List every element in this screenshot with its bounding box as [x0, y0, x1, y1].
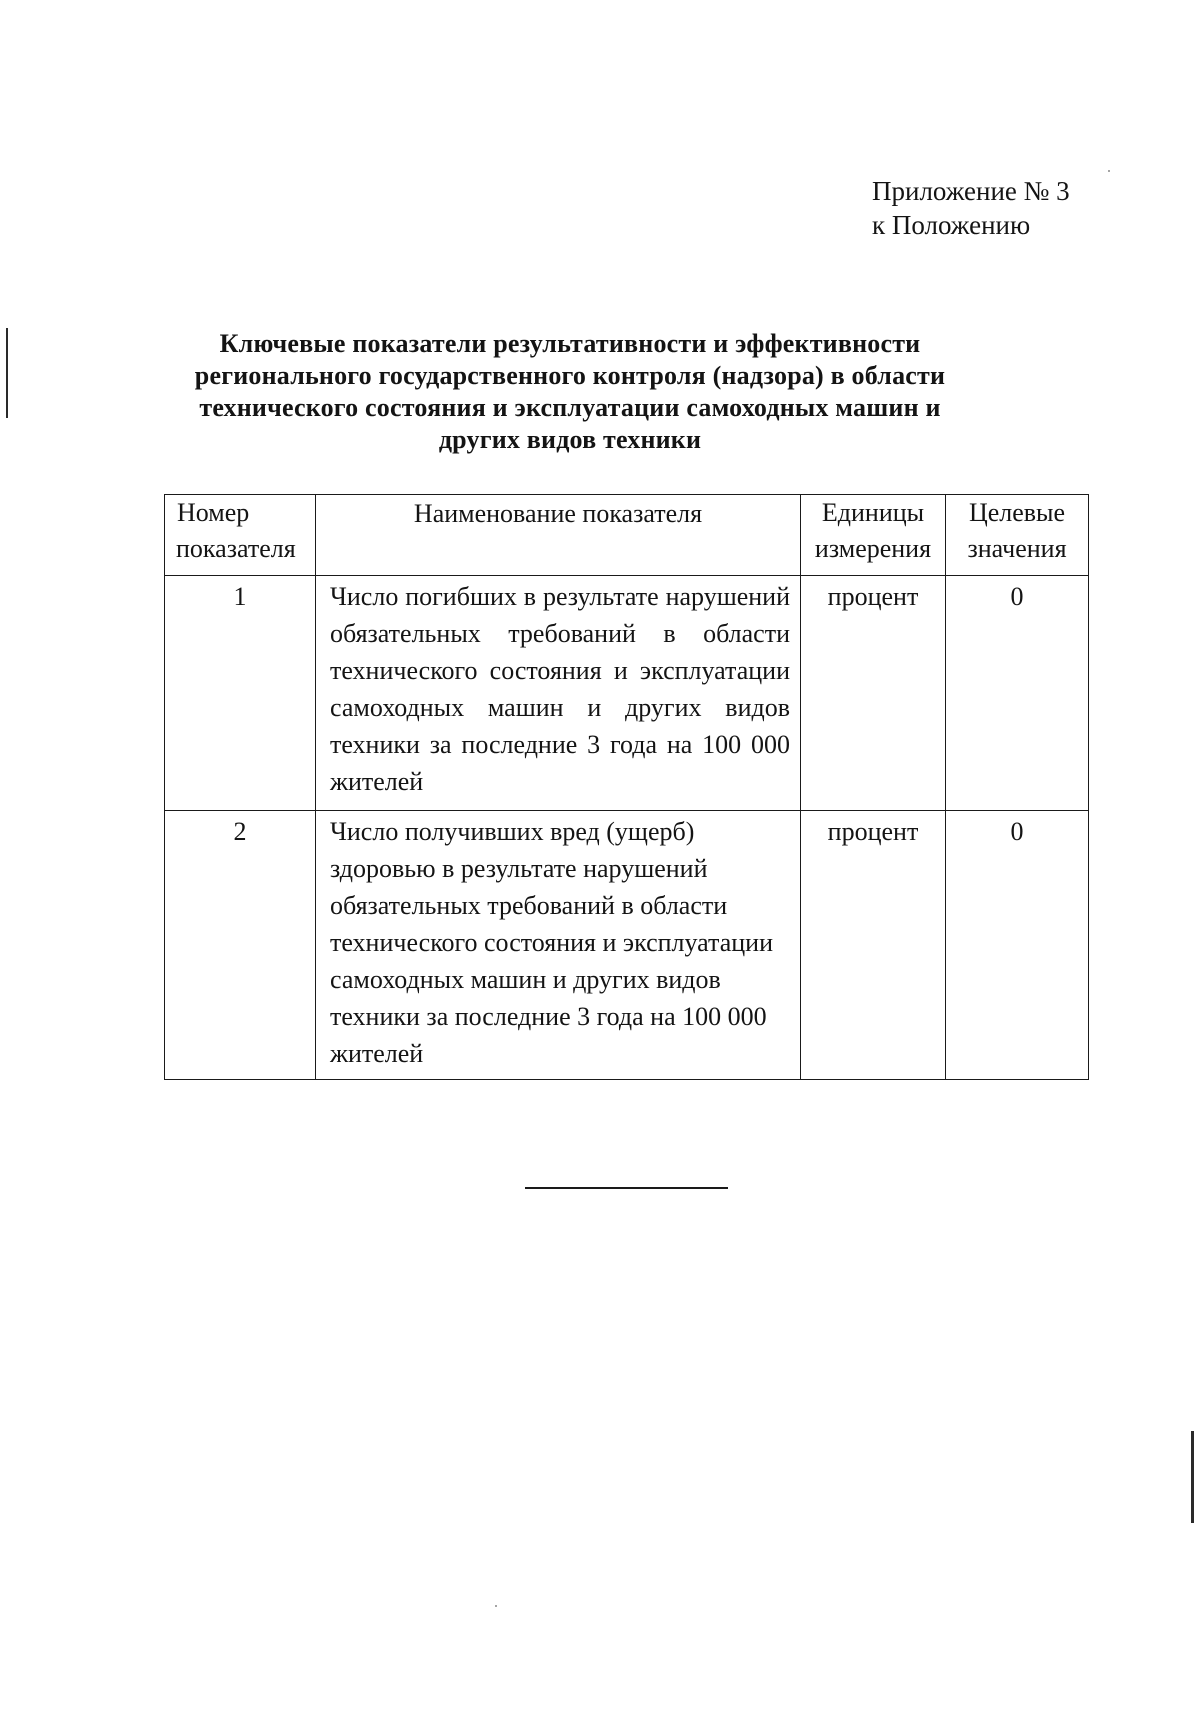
table-row	[165, 811, 1089, 1080]
row-unit: процент	[801, 811, 946, 1080]
row-indicator-name: Число получивших вред (ущерб) здоровью в результате нарушений обязательных требований в области технического состояния и эксплуатации самоходных машин и других видов техники за последние 3 года на 100 000 жителей	[316, 811, 801, 1080]
appendix-note	[872, 174, 1070, 242]
row-number: 2	[165, 811, 316, 1080]
title-line-3: технического состояния и эксплуатации самоходных машин и	[199, 393, 941, 422]
scan-edge-mark	[1191, 1431, 1194, 1523]
header-unit-line-1: Единицы	[821, 498, 925, 527]
scan-speck	[1108, 170, 1110, 172]
header-indicator-name: Наименование показателя	[316, 495, 801, 576]
title-line-4: других видов техники	[438, 425, 702, 454]
indicators-table	[164, 494, 1089, 1080]
row-target-value: 0	[946, 576, 1089, 811]
appendix-reference: к Положению	[872, 210, 1031, 240]
header-target	[946, 495, 1089, 576]
header-unit-line-2: измерения	[814, 534, 932, 563]
header-number-line-2: показателя	[176, 534, 296, 563]
row-target-value: 0	[946, 811, 1089, 1080]
row-unit: процент	[801, 576, 946, 811]
header-target-line-1: Целевые	[968, 498, 1066, 527]
header-indicator-number	[165, 495, 316, 576]
header-target-line-2: значения	[967, 534, 1067, 563]
scan-edge-mark	[6, 328, 8, 418]
row-indicator-name: Число погибших в результате нарушений обязательных требований в области технического состояния и эксплуатации самоходных машин и других видов техники за последние 3 года на 100 000 жителей	[316, 576, 801, 811]
document-title	[170, 328, 970, 456]
title-line-2: регионального государственного контроля (надзора) в области	[194, 361, 946, 390]
closing-rule	[525, 1187, 728, 1189]
header-number-line-1: Номер	[177, 498, 250, 527]
row-number: 1	[165, 576, 316, 811]
title-line-1: Ключевые показатели результативности и эффективности	[219, 329, 921, 358]
header-unit	[801, 495, 946, 576]
table-row	[165, 576, 1089, 811]
table-header-row	[165, 495, 1089, 576]
appendix-number: Приложение № 3	[872, 176, 1070, 206]
scan-speck	[495, 1605, 497, 1607]
